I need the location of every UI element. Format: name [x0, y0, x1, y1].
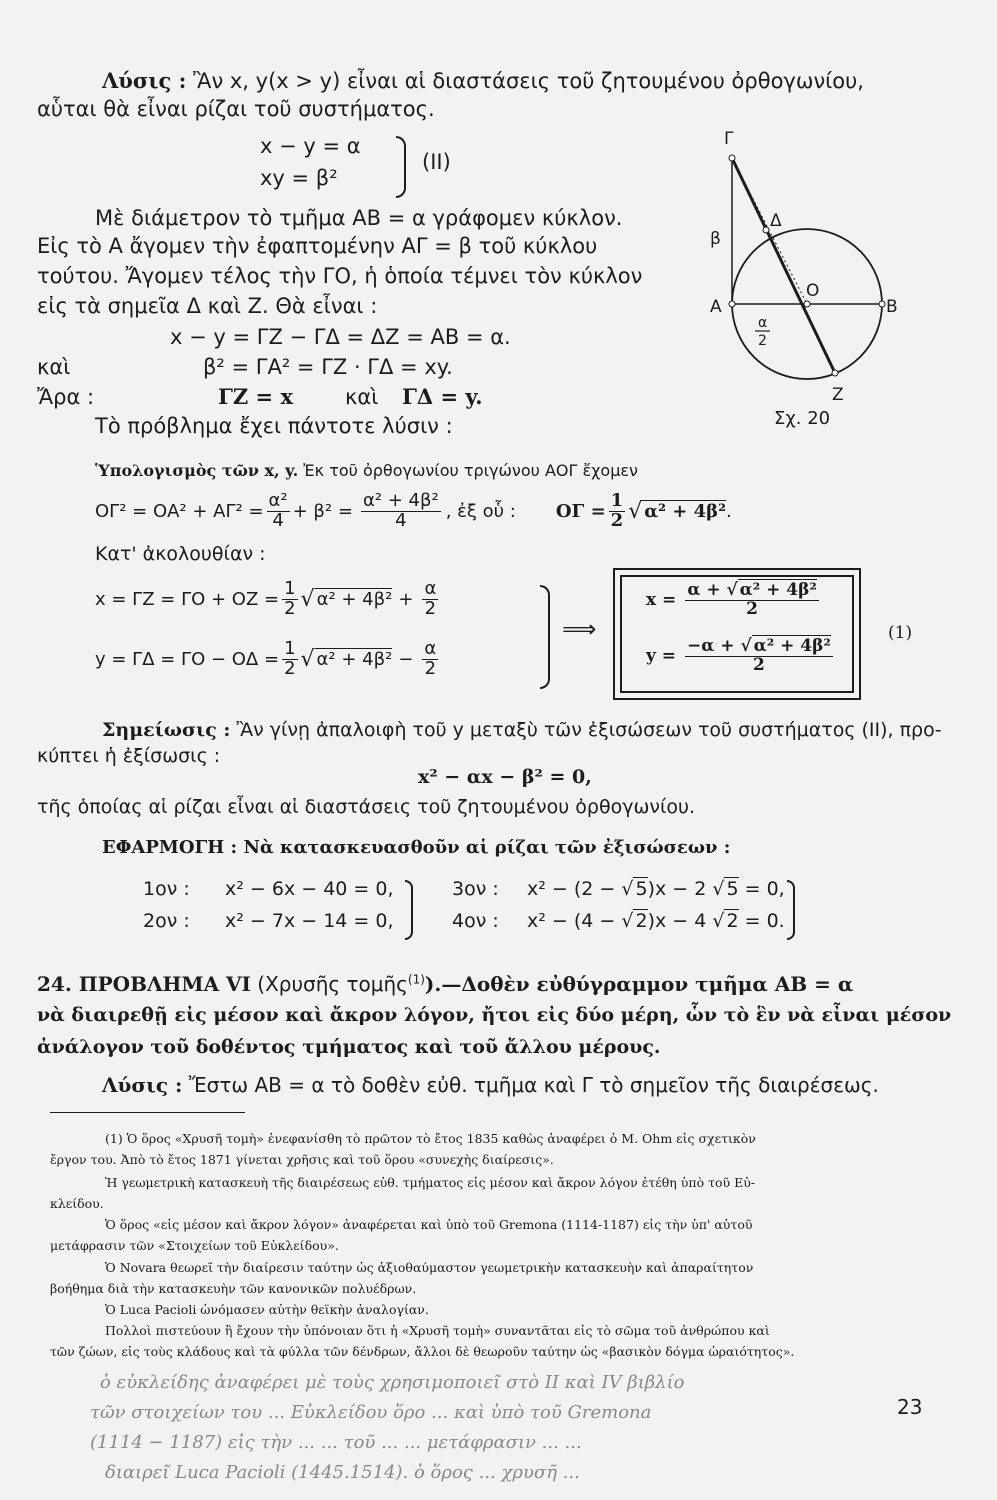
y-minus: −	[398, 648, 414, 670]
problem-statement-1: Δοθὲν εὐθύγραμμον τμῆμα AB = α	[461, 972, 854, 996]
y-root: α² + 4β²	[316, 649, 393, 671]
problem-solution	[102, 1073, 879, 1097]
footnote-rule	[50, 1112, 245, 1113]
sqrt-sign: √	[628, 498, 643, 524]
app-eq-4: x² − (4 − √ 2)x − 4 √ 2 = 0.	[527, 910, 785, 932]
footnote-line: τῶν ζώων, εἰς τοὺς κλάδους καὶ τὰ φύλλα τῶν δένδρων, ἄλλοι δὲ θεωροῦν ταύτην ὡς «βασικὸν δόγμα ὡραιότητος».	[50, 1344, 795, 1359]
app-label-2: 2ον :	[143, 910, 190, 932]
ex-ou: , ἐξ οὗ :	[445, 500, 516, 522]
og-bold: ΟΓ =	[555, 500, 606, 522]
consequently: Κατ' ἀκολουθίαν :	[95, 543, 266, 565]
label-o: O	[806, 281, 820, 301]
app-brace-left	[405, 880, 413, 940]
app-label-3: 3ον :	[452, 878, 499, 900]
label-delta: Δ	[770, 211, 782, 231]
og-equation	[95, 492, 732, 531]
note-line-1	[102, 719, 942, 741]
point-o	[804, 301, 810, 307]
relation-2: β² = ΓΑ² = ΓΖ · ΓΔ = xy.	[203, 355, 453, 379]
note-equation: x² − αx − β² = 0,	[418, 766, 592, 788]
footnote-line: Ὁ Novara θεωρεῖ τὴν διαίρεσιν ταύτην ὡς ἀξιοθαύμαστον γεωμετρικὴν κατασκευὴν καὶ ἀπαραίτητον	[105, 1260, 754, 1275]
note-label: Σημείωσις :	[102, 719, 231, 741]
result-x: ΓΖ = x	[218, 384, 293, 409]
app-label-1: 1ον :	[143, 878, 190, 900]
solution-text-1: Ἂν x, y(x > y) εἶναι αἱ διαστάσεις τοῦ ζητουμένου ὀρθογωνίου,	[193, 69, 864, 93]
calc-intro: Ἐκ τοῦ ὀρθογωνίου τριγώνου ΑΟΓ ἔχομεν	[303, 461, 638, 480]
problem-sol-label: Λύσις :	[102, 1073, 183, 1097]
system-tag: (II)	[422, 150, 451, 174]
figure-20	[700, 120, 900, 440]
y-lhs: y = ΓΔ = ΓΟ − ΟΔ =	[95, 648, 280, 670]
frac-sum-4: $\frac{\text{α² + 4β²}}{4}$	[362, 490, 439, 531]
relation-1: x − y = ΓΖ − ΓΔ = ΔΖ = AB = α.	[170, 325, 511, 349]
label-half-den: 2	[758, 333, 767, 349]
y-equation	[95, 640, 441, 679]
handwriting-line-2: τῶν στοιχείων του ... Εὐκλείδου ὅρο ... καὶ ὑπὸ τοῦ Gremona	[90, 1402, 652, 1423]
point-delta	[763, 227, 769, 233]
frac-alpha-2-y: $\frac{\alpha}{2}$	[424, 638, 437, 679]
problem-statement-2: νὰ διαιρεθῇ εἰς μέσον καὶ ἄκρον λόγον, ἤτοι εἰς δύο μέρη, ὧν τὸ ἓν νὰ εἶναι μέσον	[37, 1004, 952, 1026]
application-title: ΕΦΑΡΜΟΓΗ : Νὰ κατασκευασθοῦν αἱ ρίζαι τῶν ἐξισώσεων :	[102, 837, 731, 858]
frac-alpha2-4: $\frac{\text{α²}}{4}$	[268, 490, 288, 531]
problem-paren: (Χρυσῆς τομῆς	[257, 972, 408, 996]
handwriting-line-1: ὁ εὐκλείδης ἀναφέρει μὲ τοὺς χρησιμοποιεῖ στὸ II καὶ IV βιβλίο	[100, 1372, 685, 1393]
result-tag: (1)	[888, 623, 913, 643]
xy-brace	[540, 585, 550, 689]
x-root: α² + 4β²	[316, 589, 393, 611]
handwriting-line-3: (1114 − 1187) εἰς τὴν ... ... τοῦ ... ... μετάφρασιν ... ...	[90, 1432, 582, 1453]
label-z: Ζ	[832, 385, 844, 405]
app-eq-2: x² − 7x − 14 = 0,	[225, 910, 394, 932]
label-half-num: α	[758, 315, 768, 331]
box-x	[646, 582, 822, 619]
solution-label: Λύσις :	[102, 68, 187, 93]
solution-line-1	[102, 68, 864, 93]
app-eq-1: x² − 6x − 40 = 0,	[225, 878, 394, 900]
sqrt-sign-y: √	[300, 646, 315, 672]
box-y-frac: $\frac{\text{−α + √ α² + 4β²}}{2}$	[687, 636, 831, 675]
problem-number: 24. ΠΡΟΒΛΗΜΑ VI	[37, 972, 251, 996]
footnote-line: κλείδου.	[50, 1196, 104, 1211]
result-kai: καὶ	[345, 385, 379, 409]
app-label-4: 4ον :	[452, 910, 499, 932]
construct-line-1: Μὲ διάμετρον τὸ τμῆμα AB = α γράφομεν κύκλον.	[95, 206, 623, 230]
page-number: 23	[897, 1395, 923, 1419]
footnote-line: (1) Ὁ ὅρος «Χρυσῆ τομὴ» ἐνεφανίσθη τὸ πρῶτον τὸ ἔτος 1835 καθὼς ἀναφέρει ὁ Μ. Ohm εἰς σχετικὸν	[105, 1131, 756, 1146]
footnote-line: Ὁ ὅρος «εἰς μέσον καὶ ἄκρον λόγον» ἀναφέρεται καὶ ὑπὸ τοῦ Gremona (1114-1187) εἰς τὴν ὑπ' αὐτοῦ	[105, 1217, 753, 1232]
point-a	[729, 301, 735, 307]
segment-go	[732, 158, 807, 304]
label-b: B	[886, 297, 898, 317]
ara-label: Ἄρα :	[37, 385, 95, 409]
frac-alpha-2-x: $\frac{\alpha}{2}$	[424, 578, 437, 619]
label-gamma: Γ	[724, 129, 734, 149]
kai-label: καὶ	[37, 355, 71, 379]
note-text-1: Ἂν γίνῃ ἀπαλοιφὴ τοῦ y μεταξὺ τῶν ἐξισώσεων τοῦ συστήματος (II), προ-	[236, 719, 942, 741]
result-y: ΓΔ = y.	[402, 384, 483, 409]
og-lhs: ΟΓ² = ΟΑ² + ΑΓ² =	[95, 500, 264, 522]
solution-line-2: αὗται θὰ εἶναι ρίζαι τοῦ συστήματος.	[37, 97, 435, 121]
frac-half: $\frac{1}{2}$	[610, 490, 624, 531]
og-root: α² + 4β²	[644, 501, 726, 523]
label-beta: β	[710, 229, 721, 249]
footnote-line: ἔργον του. Ἀπὸ τὸ ἔτος 1871 γίνεται χρῆσις καὶ τοῦ ὅρου «συνεχὴς διαίρεσις».	[50, 1152, 554, 1167]
point-b	[879, 301, 885, 307]
footnote-line: Ὁ Luca Pacioli ὠνόμασεν αὐτὴν θεϊκὴν ἀναλογίαν.	[105, 1302, 429, 1317]
box-y	[646, 638, 836, 675]
note-line-2: κύπτει ἡ ἐξίσωσις :	[37, 745, 221, 767]
secant-gz	[732, 158, 835, 373]
box-x-lhs: x =	[646, 590, 677, 611]
system-brace	[396, 136, 406, 198]
note-line-3: τῆς ὁποίας αἱ ρίζαι εἶναι αἱ διαστάσεις τοῦ ζητουμένου ὀρθογωνίου.	[37, 796, 696, 818]
sqrt-sign-x: √	[300, 586, 315, 612]
og-period: .	[725, 500, 732, 522]
construct-line-3: τούτου. Ἄγομεν τέλος τὴν ΓΟ, ἡ ὁποία τέμνει τὸν κύκλον	[37, 264, 643, 288]
footnote-line: μετάφρασιν τῶν «Στοιχείων τοῦ Εὐκλείδου».	[50, 1238, 339, 1253]
calc-line	[95, 461, 638, 480]
frac-half-x: $\frac{1}{2}$	[284, 578, 296, 619]
footnote-line: Ἡ γεωμετρικὴ κατασκευὴ τῆς διαιρέσεως εὐθ. τμήματος εἰς μέσον καὶ ἄκρον λόγον ἐτέθη ὑπὸ τοῦ Εὐ-	[105, 1175, 756, 1190]
app-eq-3: x² − (2 − √ 5)x − 2 √ 5 = 0,	[527, 878, 785, 900]
handwriting-line-4: διαιρεῖ Luca Pacioli (1445.1514). ὁ ὅρος ... χρυσῆ ...	[105, 1462, 580, 1483]
construct-line-2: Εἰς τὸ Α ἄγομεν τὴν ἐφαπτομένην ΑΓ = β τοῦ κύκλου	[37, 234, 598, 258]
x-plus: +	[398, 588, 414, 610]
problem-sol-text: Ἔστω AB = α τὸ δοθὲν εὐθ. τμῆμα καὶ Γ τὸ σημεῖον τῆς διαιρέσεως.	[188, 1073, 879, 1097]
figure-caption: Σχ. 20	[774, 408, 831, 429]
x-equation	[95, 580, 441, 619]
footnote-line: Πολλοὶ πιστεύουν ἢ ἔχουν τὴν ὑπόνοιαν ὅτι ἡ «Χρυσῆ τομὴ» συναντᾶται εἰς τὸ σῶμα τοῦ ἀνθρώπου καὶ	[105, 1323, 770, 1338]
footnote-line: βοήθημα διὰ τὴν κατασκευὴν τῶν κανονικῶν πολυέδρων.	[50, 1281, 417, 1296]
problem-sup: (1)	[407, 972, 425, 987]
box-x-frac: $\frac{\text{α + √ α² + 4β²}}{2}$	[687, 580, 817, 619]
calc-label: Ὑπολογισμὸς τῶν x, y.	[95, 461, 299, 480]
point-gamma	[729, 155, 735, 161]
x-lhs: x = ΓΖ = ΓΟ + ΟΖ =	[95, 588, 280, 610]
system-eq-2: xy = β²	[260, 166, 338, 190]
problem-paren-end: ).—	[424, 972, 462, 996]
problem-statement-3: ἀνάλογον τοῦ δοθέντος τμήματος καὶ τοῦ ἄλλου μέρους.	[37, 1036, 661, 1058]
point-z	[832, 370, 838, 376]
box-y-lhs: y =	[646, 646, 677, 667]
implies-arrow: ⟹	[562, 615, 597, 643]
problem-heading	[37, 972, 853, 996]
plus-beta: + β² =	[292, 500, 353, 522]
always-solvable: Τὸ πρόβλημα ἔχει πάντοτε λύσιν :	[95, 414, 453, 438]
frac-half-y: $\frac{1}{2}$	[284, 638, 296, 679]
label-a: A	[710, 297, 722, 317]
construct-line-4: εἰς τὰ σημεῖα Δ καὶ Ζ. Θὰ εἶναι :	[37, 294, 378, 318]
system-eq-1: x − y = α	[260, 134, 361, 158]
app-brace-right	[787, 880, 795, 940]
